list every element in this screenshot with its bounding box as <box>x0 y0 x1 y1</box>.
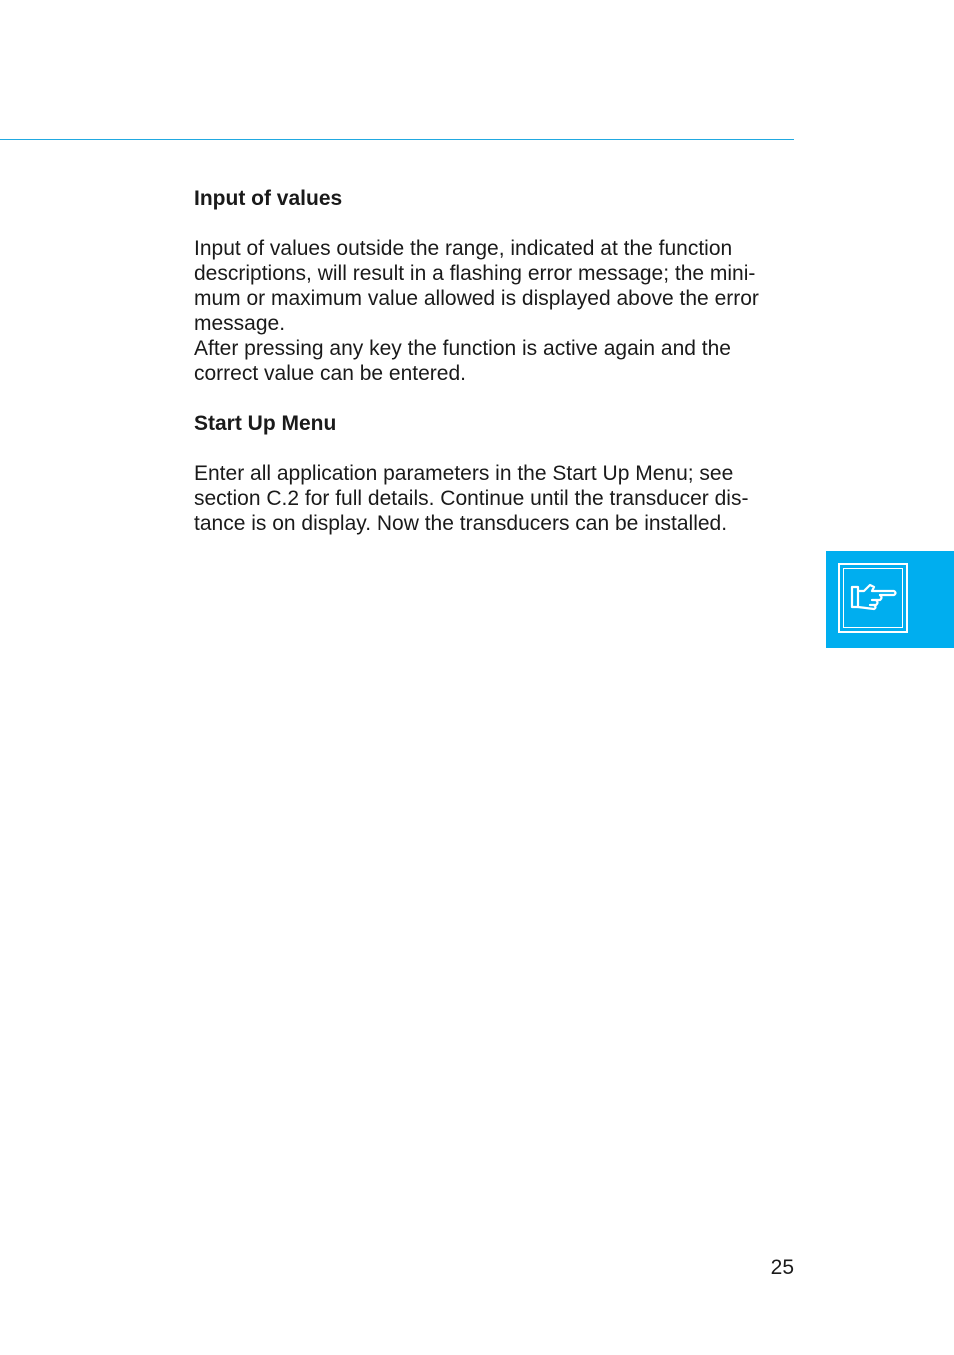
header-rule <box>0 139 794 140</box>
section-input-of-values <box>194 186 794 386</box>
side-tab <box>826 551 954 648</box>
section-paragraph: Input of values outside the range, indicated at the function descriptions, will result in a flashing error message; the mini- mum or maximum value allowed is displayed above the error message. After pressing any key the function is active again and the correct value can be entered. <box>194 237 759 385</box>
pointing-hand-icon <box>850 581 898 613</box>
section-heading: Input of values <box>194 187 343 210</box>
page-content <box>194 186 794 536</box>
side-tab-frame <box>838 563 908 633</box>
section-paragraph: Enter all application parameters in the Start Up Menu; see section C.2 for full details. Continue until the transducer dis- tance is on display. Now the transducers can be installed. <box>194 462 749 535</box>
section-start-up-menu <box>194 411 794 536</box>
page-number: 25 <box>770 1256 794 1279</box>
section-heading: Start Up Menu <box>194 412 337 435</box>
